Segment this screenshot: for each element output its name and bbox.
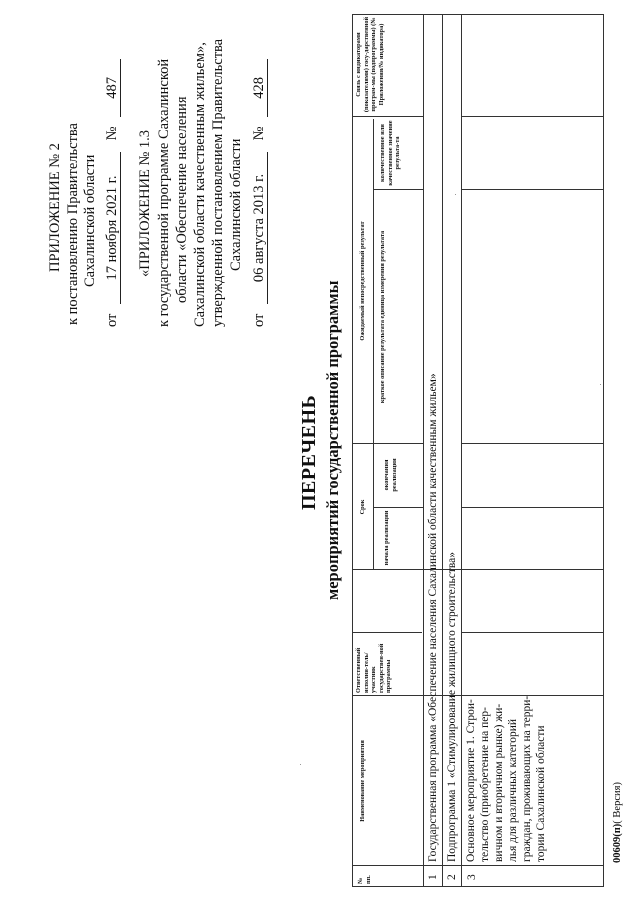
header-expected-desc: краткое описание результата единица измерения результата bbox=[379, 230, 386, 404]
header-expected: Ожидаемый непосредственный результат bbox=[359, 221, 366, 341]
row-3-line-3: вичном и вторичном рынке) жи- bbox=[493, 703, 505, 862]
header-responsible: Ответственный исполни-тель/участник государствен-ной программы bbox=[355, 643, 392, 693]
row-2-num: 2 bbox=[446, 874, 458, 880]
document-title: ПЕРЕЧЕНЬ bbox=[298, 394, 320, 510]
appendix13-date-row bbox=[250, 59, 268, 327]
appendix2-number: 487 bbox=[105, 59, 121, 117]
row-3-line-6: тории Сахалинской области bbox=[535, 725, 547, 862]
header-term-end: окончания реализации bbox=[383, 458, 398, 492]
appendix2-line1: к постановлению Правительства bbox=[65, 123, 81, 325]
appendix13-line3: Сахалинской области качественным жильем», bbox=[192, 42, 208, 327]
document-code-number: 00609(п) bbox=[612, 823, 623, 863]
document-version: ( Версия) bbox=[612, 782, 623, 824]
header-term: Срок bbox=[359, 499, 366, 515]
document-code bbox=[612, 782, 623, 863]
row-3-num: 3 bbox=[466, 874, 478, 880]
header-expected-value: количественное или качественное значение результа-та bbox=[379, 120, 401, 186]
appendix2-line2: Сахалинской области bbox=[82, 154, 98, 287]
appendix2-title: ПРИЛОЖЕНИЕ № 2 bbox=[47, 143, 63, 272]
document-subtitle: мероприятий государственной программы bbox=[323, 280, 342, 600]
appendix13-date: 06 августа 2013 г. bbox=[252, 152, 268, 304]
appendix2-date: 17 ноября 2021 г. bbox=[105, 152, 121, 304]
header-term-start: начала реализации bbox=[383, 510, 390, 566]
row-3-line-2: тельство (приобретение на пер- bbox=[479, 707, 491, 862]
row-1-text: Государственная программа «Обеспечение населения Сахалинской области качественным жильем» bbox=[427, 373, 439, 862]
appendix13-num-label: № bbox=[251, 126, 267, 141]
appendix13-line2: области «Обеспечение населения bbox=[174, 96, 190, 303]
appendix13-line1: к государственной программе Сахалинской bbox=[156, 58, 172, 327]
header-name: Наименование мероприятия bbox=[359, 740, 366, 822]
appendix13-number: 428 bbox=[252, 59, 268, 117]
appendix13-title: «ПРИЛОЖЕНИЕ № 1.3 bbox=[137, 129, 153, 277]
appendix13-from-label: от bbox=[251, 313, 267, 327]
scan-speck bbox=[455, 194, 456, 195]
row-1-num: 1 bbox=[427, 874, 439, 880]
row-3-line-5: граждан, проживающих на терри- bbox=[521, 695, 533, 862]
scan-speck bbox=[600, 384, 601, 385]
appendix13-line5: Сахалинской области bbox=[228, 138, 244, 271]
appendix2-from-label: от bbox=[104, 313, 120, 327]
scan-speck bbox=[300, 764, 301, 765]
header-num: № пп. bbox=[357, 875, 372, 884]
appendix2-date-row bbox=[103, 59, 121, 327]
measures-table bbox=[352, 14, 604, 887]
row-3-line-1: Основное мероприятие 1. Строи- bbox=[465, 699, 477, 862]
header-link: Связь с индикаторами (показателями) госу-дарственной програм-мы (подпрограммы) (№ Приложения/№ индикатора) bbox=[355, 16, 385, 113]
row-3-line-4: лья для различных категорий bbox=[507, 718, 519, 862]
row-2-text: Подпрограмма 1 «Стимулирование жилищного строительства» bbox=[446, 551, 458, 862]
appendix13-line4: утвержденной постановлением Правительства bbox=[210, 38, 226, 327]
appendix2-num-label: № bbox=[104, 126, 120, 141]
